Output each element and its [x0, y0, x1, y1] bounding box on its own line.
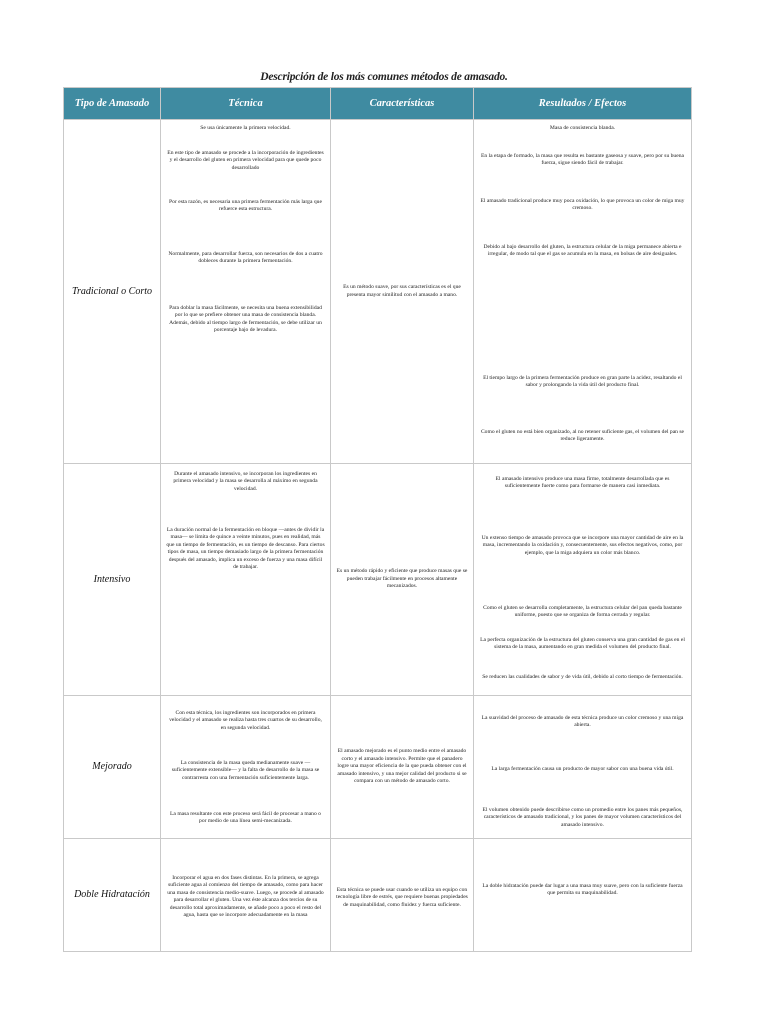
characteristics-text: Es un método rápido y eficiente que produce masas que se pueden trabajar fácilmente en procesos altamente mecanizados.: [336, 568, 468, 590]
characteristics-cell: [331, 839, 474, 952]
characteristics-cell: [331, 120, 474, 464]
technique-cell: [161, 120, 331, 464]
results-paragraph: Masa de consistencia blanda.: [549, 125, 616, 131]
characteristics-cell: [331, 696, 474, 839]
table-row: [64, 120, 692, 464]
kneading-methods-table: [63, 87, 692, 952]
technique-paragraph: La masa resultante con este proceso será fácil de procesar a mano o por medio de una línea semi-mecanizada.: [170, 811, 321, 825]
header-results: Resultados / Efectos: [474, 88, 692, 120]
table-header-row: [64, 88, 692, 120]
characteristics-text: Esta técnica se puede usar cuando se utiliza un equipo con tecnología libre de estrés, que requiere buenas propiedades de maquinabilidad, como fluidez y fuerza suficiente.: [336, 887, 468, 908]
results-paragraph: La perfecta organización de la estructura del gluten conserva una gran cantidad de gas en el sistema de la masa, aumentando en gran medida el volumen del producto final.: [480, 637, 685, 651]
results-paragraph: El amasado tradicional produce muy poca oxidación, lo que provoca un color de miga muy cremoso.: [480, 198, 685, 212]
results-cell: [474, 696, 692, 839]
characteristics-cell: [331, 464, 474, 696]
kneading-type-cell: [64, 839, 161, 952]
results-paragraph: La larga fermentación causa un producto de mayor sabor con una buena vida útil.: [491, 766, 674, 772]
results-cell: [474, 464, 692, 696]
kneading-type-label: Intensivo: [93, 573, 131, 585]
technique-paragraph: Incorporar el agua en dos fases distintas. En la primera, se agrega suficiente agua al comienzo del tiempo de amasado, como para hacer una masa de consistencia medio-suave. Luego, se procede al amasado para desarrollar el gluten. Una vez éste alcanza dos tercios de su desarrollo total aproximadamente, se añade poco a poco el resto del agua, hasta que se incorpore adecuadamente en la masa: [167, 875, 324, 919]
results-paragraph: Se reducen las cualidades de sabor y de vida útil, debido al corto tiempo de fermentación.: [482, 674, 683, 680]
technique-paragraph: Durante el amasado intensivo, se incorporan los ingredientes en primera velocidad y la masa se desarrolla al máximo en segunda velocidad.: [173, 471, 318, 492]
header-technique: Técnica: [161, 88, 331, 120]
characteristics-text: El amasado mejorado es el punto medio entre el amasado corto y el amasado intensivo. Permite que el panadero logre una mayor eficiencia de la que pueda obtener con el amasado intensivo, y una mejor calidad del producto si se compara con un método de amasado corto.: [337, 748, 467, 785]
technique-paragraph: Por esta razón, es necesaria una primera fermentación más larga que refuerce esta estructura.: [169, 199, 322, 213]
table-row: [64, 464, 692, 696]
results-paragraph: El amasado intensivo produce una masa firme, totalmente desarrollada que es suficientemente fuerte como para formarse de manera casi inmediata.: [495, 476, 670, 490]
header-characteristics: Características: [331, 88, 474, 120]
technique-paragraph: Normalmente, para desarrollar fuerza, son necesarios de dos a cuatro dobleces durante la primera fermentación.: [168, 251, 323, 265]
results-paragraph: La doble hidratación puede dar lugar a una masa muy suave, pero con la suficiente fuerza que permita su maquinabilidad.: [482, 883, 683, 897]
kneading-type-label: Tradicional o Corto: [71, 285, 152, 297]
technique-paragraph: La consistencia de la masa queda medianamente suave —suficientemente extensible— y la falta de desarrollo de la masa se contrarresta con una fermentación suficientemente larga.: [171, 760, 320, 781]
results-paragraph: En la etapa de formado, la masa que resulta es bastante gaseosa y suave, pero por su buena fuerza, sigue siendo fácil de trabajar.: [480, 153, 684, 167]
technique-cell: [161, 696, 331, 839]
results-paragraph: La suavidad del proceso de amasado de esta técnica produce un color cremoso y una miga abierta.: [481, 715, 684, 729]
results-paragraph: Un extenso tiempo de amasado provoca que se incorpore una mayor cantidad de aire en la masa, incrementando la oxidación y, consecuentemente, sus efectos negativos, como, por ejemplo, que la miga adquiera un color más blanco.: [481, 535, 684, 556]
kneading-type-cell: [64, 120, 161, 464]
technique-paragraph: Para doblar la masa fácilmente, se necesita una buena extensibilidad por lo que se prefiere obtener una masa de consistencia blanda. Además, debido al tiempo largo de fermentación, se debe utilizar un porcentaje bajo de levadura.: [169, 305, 322, 334]
table-row: [64, 696, 692, 839]
document-title: Descripción de los más comunes métodos de amasado.: [260, 71, 508, 83]
technique-paragraph: En este tipo de amasado se procede a la incorporación de ingredientes y el desarrollo del gluten en primera velocidad para que quede poco desarrollado: [167, 150, 324, 171]
header-kneading-type: Tipo de Amasado: [64, 88, 161, 120]
technique-cell: [161, 464, 331, 696]
kneading-type-label: Doble Hidratación: [74, 889, 150, 900]
results-paragraph: El tiempo largo de la primera fermentación produce en gran parte la acidez, resaltando el sabor y prolongando la vida útil del producto final.: [483, 375, 682, 389]
kneading-type-cell: [64, 464, 161, 696]
results-paragraph: Como el gluten se desarrolla completamente, la estructura celular del pan queda bastante uniforme, puesto que se organiza de forma cerrada y regular.: [483, 605, 682, 619]
kneading-type-label: Mejorado: [92, 761, 132, 772]
characteristics-text: Es un método suave, por sus características es el que presenta mayor similitud con el amasado a mano.: [343, 284, 461, 298]
results-paragraph: El volumen obtenido puede describirse como un promedio entre los panes más pequeños, característicos de amasado tradicional, y los panes de mayor volumen característicos del amasado intensivo.: [482, 807, 683, 828]
technique-cell: [161, 839, 331, 952]
kneading-type-cell: [64, 696, 161, 839]
table-row: [64, 839, 692, 952]
results-paragraph: Debido al bajo desarrollo del gluten, la estructura celular de la miga permanece abierta e irregular, de modo tal que el gas se acumula en la masa, en bolsas de aire desiguales.: [483, 244, 682, 258]
technique-paragraph: La duración normal de la fermentación en bloque —antes de dividir la masa— se limita de quince a veinte minutos, pues en realidad, más que un tiempo de fermentación, es un tiempo de descanso. Para ciertos tipos de masa, un tiempo demasiado largo de la primera fermentación después del amasado, implica un exceso de fuerza y una masa difícil de trabajar.: [166, 527, 325, 571]
results-cell: [474, 120, 692, 464]
results-paragraph: Como el gluten no está bien organizado, al no retener suficiente gas, el volumen del pan se reduce ligeramente.: [480, 429, 685, 443]
technique-paragraph: Con esta técnica, los ingredientes son incorporados en primera velocidad y el amasado se realiza hasta tres cuartos de su desarrollo, en segunda velocidad.: [169, 710, 322, 731]
technique-paragraph: Se usa únicamente la primera velocidad.: [200, 125, 291, 131]
results-cell: [474, 839, 692, 952]
